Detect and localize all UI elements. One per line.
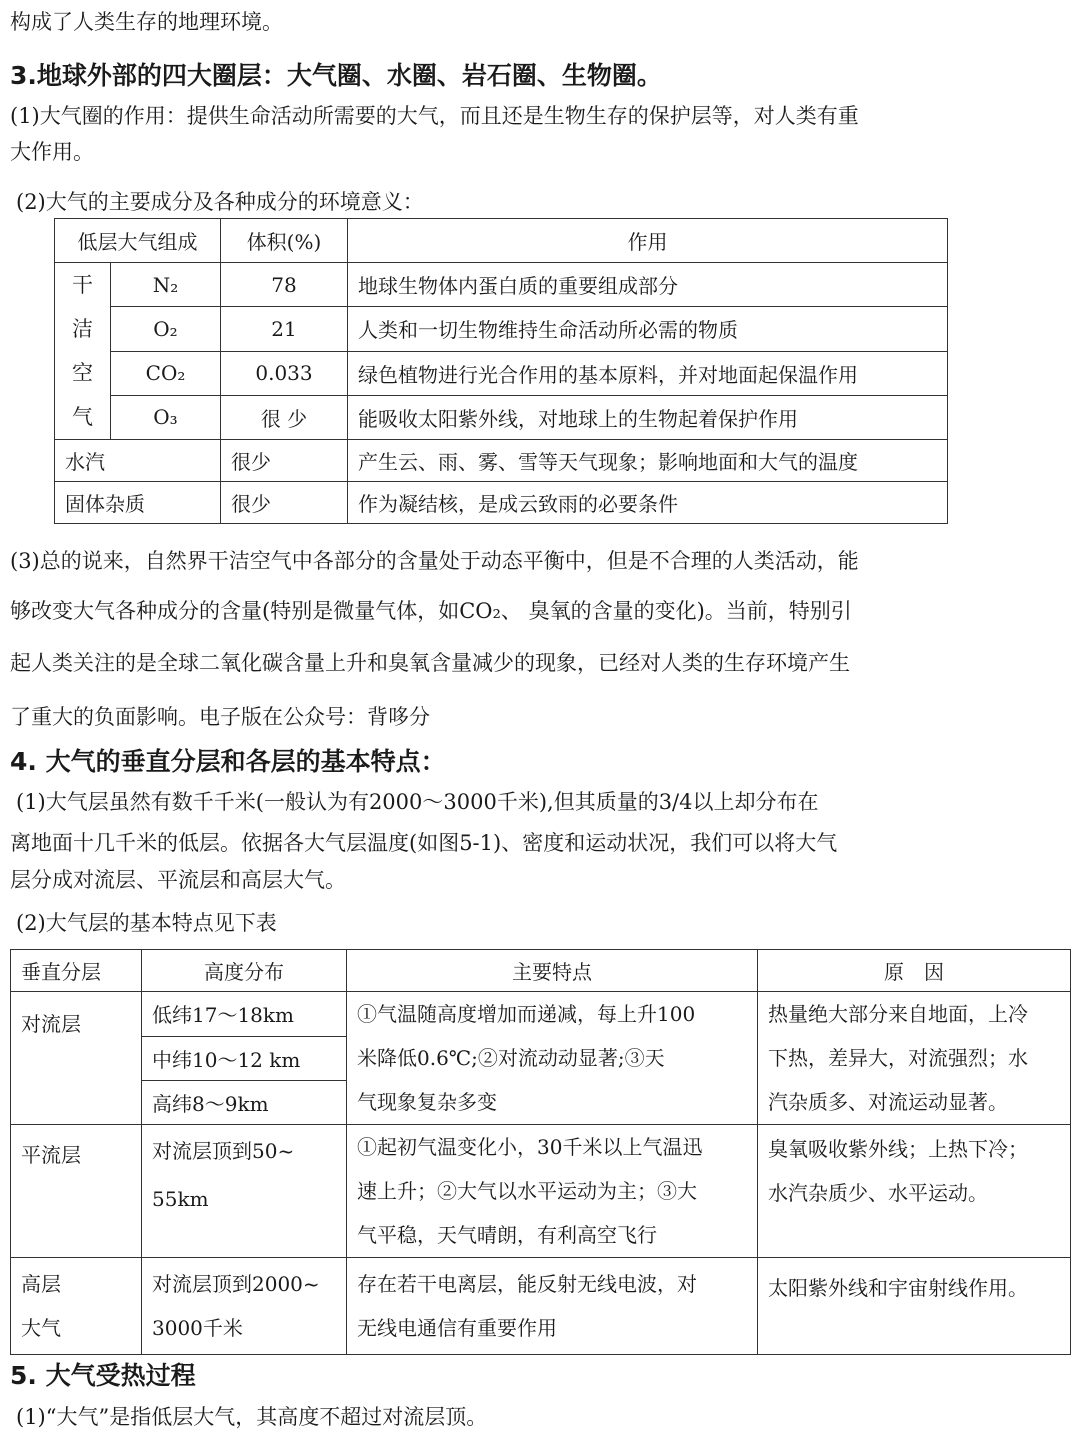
gas-effect: 人类和一切生物维持生命活动所必需的物质 xyxy=(348,307,948,351)
atmosphere-layers-table xyxy=(10,949,1071,1355)
header-volume: 体积(%) xyxy=(221,219,348,263)
dry-air-group-label: 干 洁 空 气 xyxy=(55,263,111,440)
component-effect: 作为凝结核，是成云致雨的必要条件 xyxy=(348,482,948,524)
layer-troposphere: 对流层 xyxy=(11,992,142,1125)
section4-p1-line: (1)大气层虽然有数千千米(一般认为有2000～3000千米),但其质量的3/4以上却分布在 xyxy=(16,790,819,814)
section3-p2: (2)大气的主要成分及各种成分的环境意义： xyxy=(16,190,424,214)
section3-p3-line: 起人类关注的是全球二氧化碳含量上升和臭氧含量减少的现象，已经对人类的生存环境产生 xyxy=(10,651,850,675)
section5-heading: 5. 大气受热过程 xyxy=(10,1361,196,1390)
header-composition: 低层大气组成 xyxy=(55,219,221,263)
gas-volume: 78 xyxy=(221,263,348,307)
section3-p3-line: 了重大的负面影响。电子版在公众号：背哆分 xyxy=(10,705,430,729)
gas-name: CO₂ xyxy=(111,351,221,395)
header-reason: 原 因 xyxy=(758,950,1071,992)
stratosphere-features: ①起初气温变化小，30千米以上气温迅 速上升；②大气以水平运动为主；③大 气平稳，天气晴朗，有利高空飞行 xyxy=(347,1125,758,1258)
section3-p3-line: (3)总的说来，自然界干洁空气中各部分的含量处于动态平衡中，但是不合理的人类活动，能 xyxy=(10,549,859,573)
component-name: 水汽 xyxy=(55,440,221,482)
troposphere-features: ①气温随高度增加而递减，每上升100 米降低0.6℃;②对流动动显著;③天 气现象复杂多变 xyxy=(347,992,758,1125)
component-name: 固体杂质 xyxy=(55,482,221,524)
header-features: 主要特点 xyxy=(347,950,758,992)
gas-volume: 21 xyxy=(221,307,348,351)
intro-line: 构成了人类生存的地理环境。 xyxy=(10,10,283,34)
gas-effect: 能吸收太阳紫外线，对地球上的生物起着保护作用 xyxy=(348,395,948,439)
component-volume: 很少 xyxy=(221,440,348,482)
height-mid-latitude: 中纬10～12 km xyxy=(142,1036,347,1081)
gas-name: O₂ xyxy=(111,307,221,351)
layer-upper-atmosphere: 高层 大气 xyxy=(11,1258,142,1355)
stratosphere-reasons: 臭氧吸收紫外线；上热下冷； 水汽杂质少、水平运动。 xyxy=(758,1125,1071,1258)
troposphere-reasons: 热量绝大部分来自地面，上冷 下热，差异大，对流强烈；水 汽杂质多、对流运动显著。 xyxy=(758,992,1071,1125)
height-high-latitude: 高纬8～9km xyxy=(142,1081,347,1125)
atmosphere-composition-table xyxy=(54,218,948,524)
gas-name: N₂ xyxy=(111,263,221,307)
header-effect: 作用 xyxy=(348,219,948,263)
section3-heading: 3.地球外部的四大圈层：大气圈、水圈、岩石圈、生物圈。 xyxy=(10,61,662,90)
layer-stratosphere: 平流层 xyxy=(11,1125,142,1258)
height-low-latitude: 低纬17～18km xyxy=(142,992,347,1037)
header-layer: 垂直分层 xyxy=(11,950,142,992)
gas-effect: 绿色植物进行光合作用的基本原料，并对地面起保温作用 xyxy=(348,351,948,395)
gas-volume: 很 少 xyxy=(221,395,348,439)
section3-p3-line: 够改变大气各种成分的含量(特别是微量气体，如CO₂、 臭氧的含量的变化)。当前，特别引 xyxy=(10,599,852,623)
section4-p2: (2)大气层的基本特点见下表 xyxy=(16,911,277,935)
header-height: 高度分布 xyxy=(142,950,347,992)
section4-heading: 4. 大气的垂直分层和各层的基本特点： xyxy=(10,747,446,776)
upper-height: 对流层顶到2000~ 3000千米 xyxy=(142,1258,347,1355)
gas-name: O₃ xyxy=(111,395,221,439)
section4-p1-line: 层分成对流层、平流层和高层大气。 xyxy=(10,868,346,892)
section3-p1-line1: (1)大气圈的作用：提供生命活动所需要的大气，而且还是生物生存的保护层等，对人类有重 xyxy=(10,104,859,128)
section5-p1: (1)“大气”是指低层大气，其高度不超过对流层顶。 xyxy=(16,1405,488,1429)
stratosphere-height: 对流层顶到50~ 55km xyxy=(142,1125,347,1258)
upper-reasons: 太阳紫外线和宇宙射线作用。 xyxy=(758,1258,1071,1355)
upper-features: 存在若干电离层，能反射无线电波，对 无线电通信有重要作用 xyxy=(347,1258,758,1355)
section3-p1-line2: 大作用。 xyxy=(10,140,94,164)
component-effect: 产生云、雨、雾、雪等天气现象；影响地面和大气的温度 xyxy=(348,440,948,482)
component-volume: 很少 xyxy=(221,482,348,524)
section4-p1-line: 离地面十几千米的低层。依据各大气层温度(如图5-1)、密度和运动状况，我们可以将大气 xyxy=(10,831,838,855)
gas-effect: 地球生物体内蛋白质的重要组成部分 xyxy=(348,263,948,307)
gas-volume: 0.033 xyxy=(221,351,348,395)
